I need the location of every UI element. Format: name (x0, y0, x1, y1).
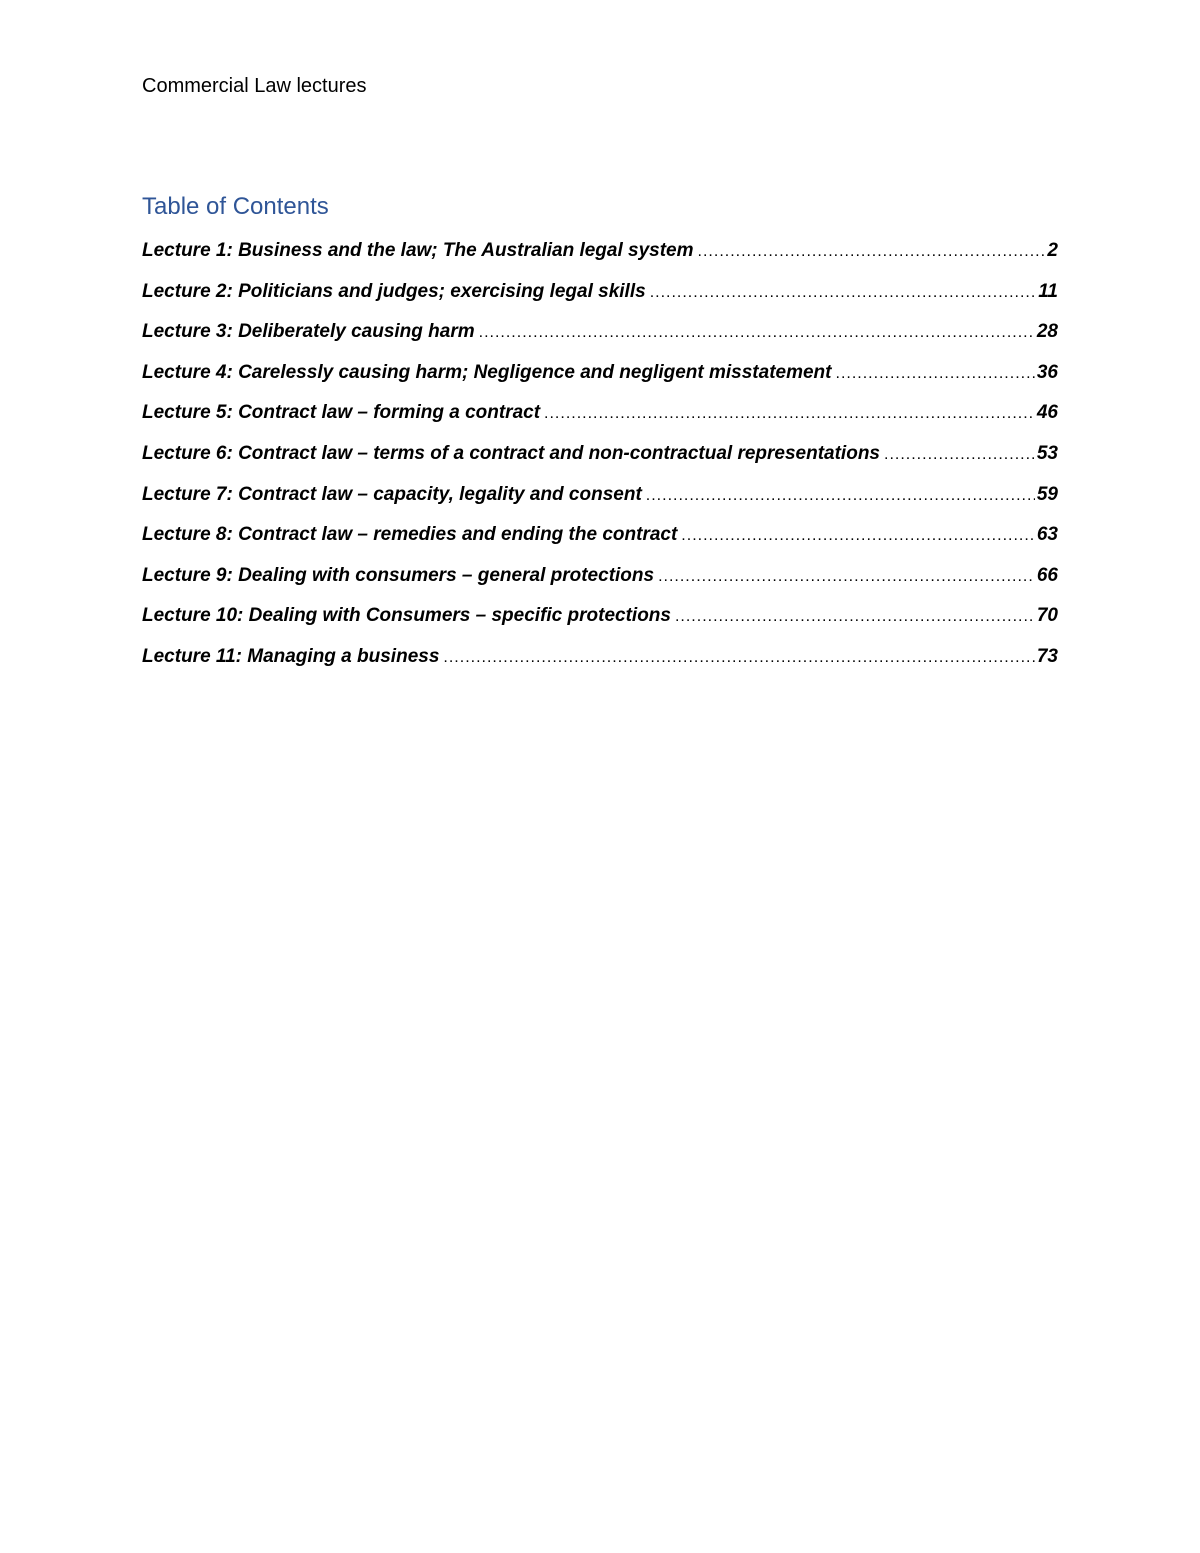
toc-entry-lecture-3[interactable] (142, 321, 1058, 362)
toc-entry-page: 73 (1036, 645, 1058, 667)
toc-entry-title: Lecture 5: Contract law – forming a contract (142, 402, 541, 424)
toc-dot-leader (698, 243, 1046, 261)
toc-entry-page: 53 (1036, 442, 1058, 464)
toc-entry-page: 36 (1036, 361, 1058, 383)
toc-entry-page: 2 (1047, 240, 1058, 261)
toc-entry-lecture-7[interactable] (142, 484, 1058, 525)
toc-entry-title: Lecture 10: Dealing with Consumers – specific protections (142, 605, 671, 627)
toc-dot-leader (884, 446, 1035, 464)
toc-dot-leader (479, 324, 1035, 342)
toc-entry-page: 63 (1036, 524, 1058, 546)
page-header: Commercial Law lectures (142, 75, 367, 97)
toc-entry-lecture-6[interactable] (142, 443, 1058, 484)
toc-entry-lecture-5[interactable] (142, 402, 1058, 443)
toc-entry-title: Lecture 7: Contract law – capacity, legality and consent (142, 483, 642, 505)
toc-entry-lecture-8[interactable] (142, 524, 1058, 565)
toc-entry-title: Lecture 3: Deliberately causing harm (142, 321, 475, 343)
toc-dot-leader (650, 284, 1037, 302)
toc-entry-title: Lecture 4: Carelessly causing harm; Negligence and negligent misstatement (142, 361, 832, 383)
toc-entry-page: 11 (1038, 280, 1058, 302)
toc-entry-lecture-4[interactable] (142, 362, 1058, 403)
toc-entry-lecture-11[interactable] (142, 646, 1058, 687)
table-of-contents (142, 240, 1058, 687)
toc-dot-leader (658, 568, 1035, 586)
toc-entry-title: Lecture 11: Managing a business (142, 645, 440, 667)
toc-entry-page: 28 (1036, 321, 1058, 343)
toc-dot-leader (675, 608, 1035, 626)
toc-entry-lecture-1[interactable] (142, 240, 1058, 281)
toc-entry-page: 66 (1036, 564, 1058, 586)
toc-entry-page: 70 (1036, 605, 1058, 627)
toc-entry-lecture-10[interactable] (142, 605, 1058, 646)
toc-entry-page: 59 (1036, 483, 1058, 505)
toc-entry-title: Lecture 2: Politicians and judges; exercising legal skills (142, 280, 646, 302)
toc-entry-page: 46 (1036, 402, 1058, 424)
toc-entry-title: Lecture 6: Contract law – terms of a contract and non-contractual representations (142, 442, 880, 464)
toc-dot-leader (836, 365, 1035, 383)
toc-entry-lecture-2[interactable] (142, 281, 1058, 322)
toc-entry-title: Lecture 9: Dealing with consumers – general protections (142, 564, 655, 586)
toc-entry-title: Lecture 8: Contract law – remedies and ending the contract (142, 524, 678, 546)
toc-entry-title: Lecture 1: Business and the law; The Australian legal system (142, 240, 694, 261)
toc-entry-lecture-9[interactable] (142, 565, 1058, 606)
toc-dot-leader (681, 527, 1035, 545)
toc-dot-leader (544, 405, 1035, 423)
toc-dot-leader (443, 649, 1034, 667)
toc-heading: Table of Contents (142, 193, 329, 220)
toc-dot-leader (646, 487, 1035, 505)
